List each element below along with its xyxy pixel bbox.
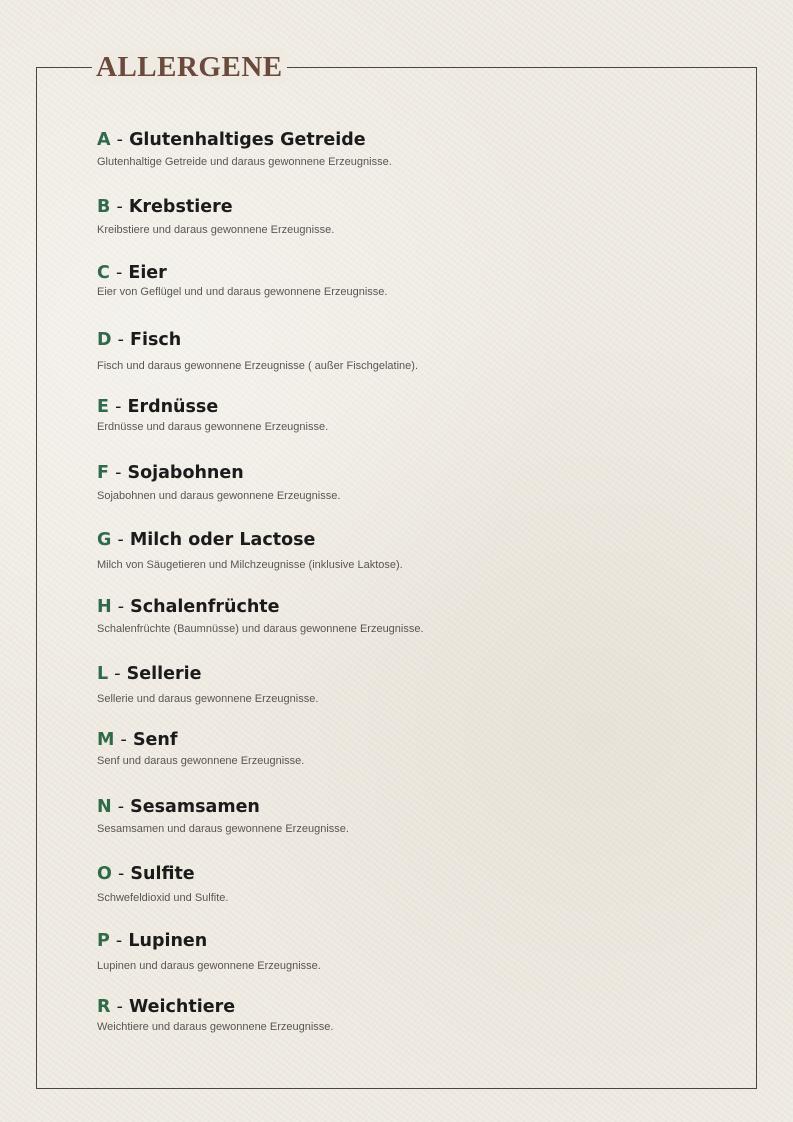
- allergen-entry-l: [97, 663, 717, 706]
- allergen-entry-g: [97, 529, 717, 572]
- allergen-separator: -: [115, 263, 123, 283]
- allergen-separator: -: [117, 330, 124, 350]
- allergen-description: Sellerie und daraus gewonnene Erzeugnisse.: [97, 693, 319, 705]
- allergen-description: Kreibstiere und daraus gewonnene Erzeugnisse.: [97, 224, 335, 236]
- allergen-letter: E: [97, 397, 109, 417]
- allergen-entry-e: [97, 396, 717, 434]
- allergen-heading: [97, 262, 717, 284]
- allergen-separator: -: [117, 597, 125, 617]
- allergen-entry-d: [97, 329, 717, 373]
- allergen-name: Schalenfrüchte: [130, 597, 280, 617]
- allergen-heading: [97, 796, 717, 818]
- allergen-heading: [97, 196, 717, 218]
- allergen-letter: L: [97, 664, 109, 684]
- allergen-heading: [97, 129, 717, 151]
- allergen-letter: D: [97, 330, 112, 350]
- allergen-name: Sulfite: [130, 864, 195, 884]
- allergen-description: Lupinen und daraus gewonnene Erzeugnisse.: [97, 960, 321, 972]
- allergen-name: Krebstiere: [128, 197, 233, 217]
- allergen-entry-c: [97, 262, 717, 299]
- allergen-letter: M: [97, 730, 115, 750]
- allergen-name: Lupinen: [128, 931, 208, 951]
- allergen-description: Erdnüsse und daraus gewonnene Erzeugnisse.: [97, 421, 329, 433]
- allergen-separator: -: [117, 530, 124, 550]
- allergen-name: Sellerie: [126, 664, 202, 684]
- allergen-separator: -: [117, 864, 125, 884]
- allergen-separator: -: [120, 730, 127, 750]
- allergen-letter: C: [97, 263, 110, 283]
- allergen-letter: O: [97, 864, 112, 884]
- allergen-description: Sesamsamen und daraus gewonnene Erzeugnisse.: [97, 823, 349, 835]
- allergen-separator: -: [115, 931, 123, 951]
- allergen-heading: [97, 930, 717, 952]
- allergen-letter: H: [97, 597, 112, 617]
- allergen-heading: [97, 663, 717, 685]
- allergen-heading: [97, 863, 717, 885]
- allergen-description: Senf und daraus gewonnene Erzeugnisse.: [97, 755, 305, 767]
- allergen-description: Glutenhaltige Getreide und daraus gewonnene Erzeugnisse.: [97, 156, 392, 168]
- allergen-heading: [97, 396, 717, 418]
- allergen-letter: G: [97, 530, 112, 550]
- page-title: ALLERGENE: [92, 50, 287, 84]
- allergen-entry-m: [97, 729, 717, 768]
- allergen-heading: [97, 596, 717, 618]
- allergen-separator: -: [116, 997, 123, 1017]
- allergen-separator: -: [117, 797, 125, 817]
- allergen-entry-a: [97, 129, 717, 169]
- allergen-name: Fisch: [130, 330, 182, 350]
- allergen-description: Eier von Geflügel und und daraus gewonnene Erzeugnisse.: [97, 286, 388, 298]
- allergen-name: Glutenhaltiges Getreide: [129, 130, 366, 150]
- allergen-heading: [97, 996, 717, 1018]
- allergen-separator: -: [114, 664, 121, 684]
- allergen-separator: -: [115, 463, 122, 483]
- allergen-heading: [97, 462, 717, 484]
- allergen-name: Sojabohnen: [127, 463, 244, 483]
- allergen-name: Senf: [132, 730, 178, 750]
- allergen-name: Weichtiere: [129, 997, 236, 1017]
- allergen-letter: F: [97, 463, 109, 483]
- allergen-entry-f: [97, 462, 717, 503]
- allergen-separator: -: [115, 397, 122, 417]
- allergen-description: Milch von Säugetieren und Milchzeugnisse (inklusive Laktose).: [97, 559, 403, 571]
- allergen-description: Fisch und daraus gewonnene Erzeugnisse ( außer Fischgelatine).: [97, 360, 419, 372]
- allergen-entry-r: [97, 996, 717, 1034]
- allergen-entry-o: [97, 863, 717, 905]
- allergen-description: Weichtiere und daraus gewonnene Erzeugnisse.: [97, 1021, 334, 1033]
- allergen-heading: [97, 729, 717, 751]
- allergen-name: Sesamsamen: [130, 797, 260, 817]
- allergen-heading: [97, 529, 717, 551]
- allergen-name: Eier: [128, 263, 167, 283]
- allergen-letter: P: [97, 931, 110, 951]
- allergen-entry-h: [97, 596, 717, 636]
- allergen-description: Sojabohnen und daraus gewonnene Erzeugnisse.: [97, 490, 341, 502]
- allergen-entry-n: [97, 796, 717, 836]
- allergen-letter: R: [97, 997, 111, 1017]
- allergen-name: Erdnüsse: [127, 397, 219, 417]
- allergen-letter: B: [97, 197, 111, 217]
- allergen-heading: [97, 329, 717, 351]
- allergen-description: Schalenfrüchte (Baumnüsse) und daraus gewonnene Erzeugnisse.: [97, 623, 424, 635]
- allergen-entry-p: [97, 930, 717, 973]
- allergen-description: Schwefeldioxid und Sulfite.: [97, 892, 229, 904]
- allergen-separator: -: [116, 197, 123, 217]
- allergen-separator: -: [116, 130, 123, 150]
- allergen-name: Milch oder Lactose: [129, 530, 316, 550]
- allergen-entry-b: [97, 196, 717, 237]
- allergen-letter: N: [97, 797, 112, 817]
- allergen-letter: A: [97, 130, 111, 150]
